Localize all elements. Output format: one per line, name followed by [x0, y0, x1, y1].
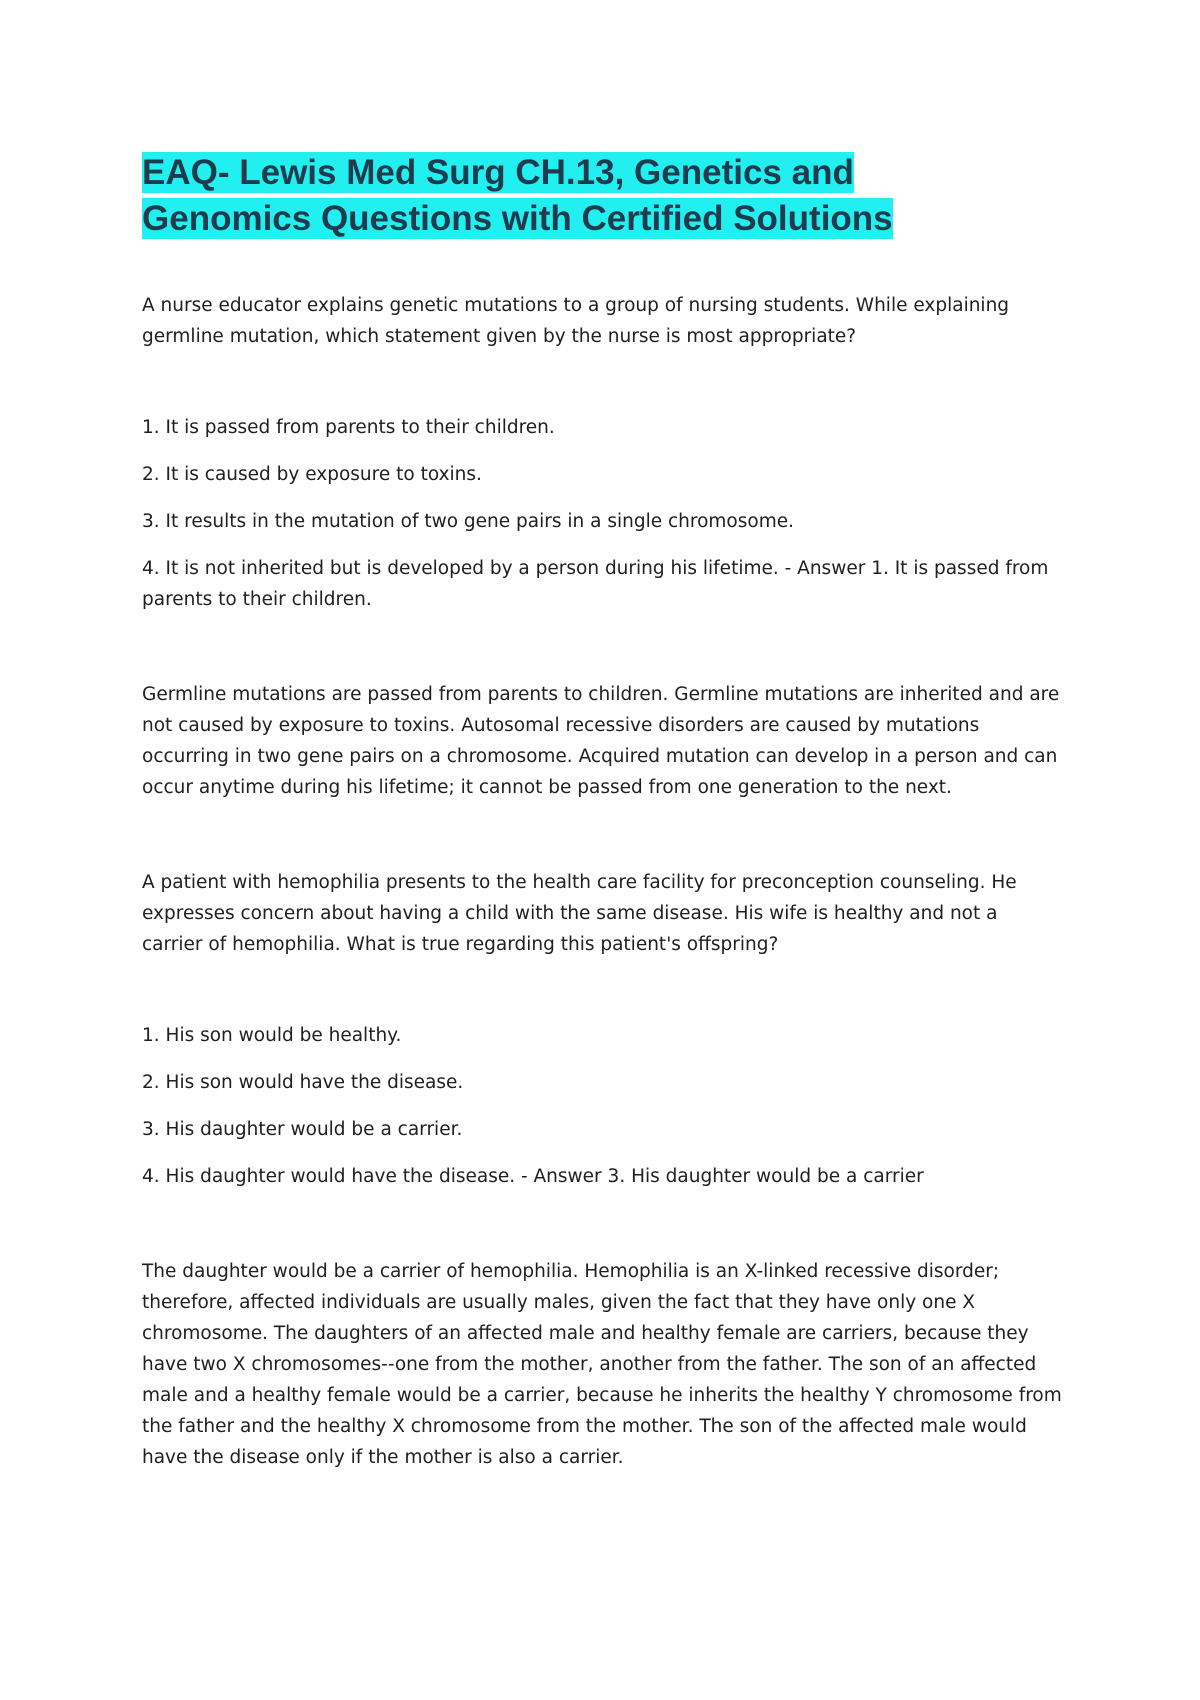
question-1-explanation: Germline mutations are passed from parents to children. Germline mutations are inherited and are not caused by exposure to toxins. Autosomal recessive disorders are caused by mutations occurring in two gene pairs on a chromosome. Acquired mutation can develop in a person and can occur anytime during his lifetime; it cannot be passed from one generation to the next. [142, 684, 1060, 798]
question-2-option-2: 2. His son would have the disease. [142, 1072, 464, 1093]
question-1-options [142, 412, 1062, 615]
question-2-option-3: 3. His daughter would be a carrier. [142, 1119, 463, 1140]
question-1-option-3: 3. It results in the mutation of two gene pairs in a single chromosome. [142, 511, 794, 532]
title-line-1: EAQ- Lewis Med Surg CH.13, Genetics and [142, 153, 854, 192]
question-2-text: A patient with hemophilia presents to the health care facility for preconception counseling. He expresses concern about having a child with the same disease. His wife is healthy and not a carrier of hemophilia. What is true regarding this patient's offspring? [142, 872, 1017, 955]
question-1-text: A nurse educator explains genetic mutations to a group of nursing students. While explaining germline mutation, which statement given by the nurse is most appropriate? [142, 295, 1010, 347]
document-title [142, 150, 1062, 242]
title-line-2: Genomics Questions with Certified Solutions [142, 199, 893, 238]
question-2-explanation: The daughter would be a carrier of hemophilia. Hemophilia is an X-linked recessive disorder; therefore, affected individuals are usually males, given the fact that they have only one X chromosome. The daughters of an affected male and healthy female are carriers, because they have two X chromosomes--one from the mother, another from the father. The son of an affected male and a healthy female would be a carrier, because he inherits the healthy Y chromosome from the father and the healthy X chromosome from the mother. The son of the affected male would have the disease only if the mother is also a carrier. [142, 1261, 1062, 1468]
question-2-option-1: 1. His son would be healthy. [142, 1025, 402, 1046]
question-2-option-4-answer: 4. His daughter would have the disease. - Answer 3. His daughter would be a carrier [142, 1166, 924, 1187]
document-content [142, 150, 1062, 1473]
question-1-option-2: 2. It is caused by exposure to toxins. [142, 464, 482, 485]
question-1-option-4-answer: 4. It is not inherited but is developed by a person during his lifetime. - Answer 1. It is passed from parents to their children. [142, 558, 1049, 610]
question-1-option-1: 1. It is passed from parents to their children. [142, 417, 555, 438]
question-2-options [142, 1020, 1062, 1192]
